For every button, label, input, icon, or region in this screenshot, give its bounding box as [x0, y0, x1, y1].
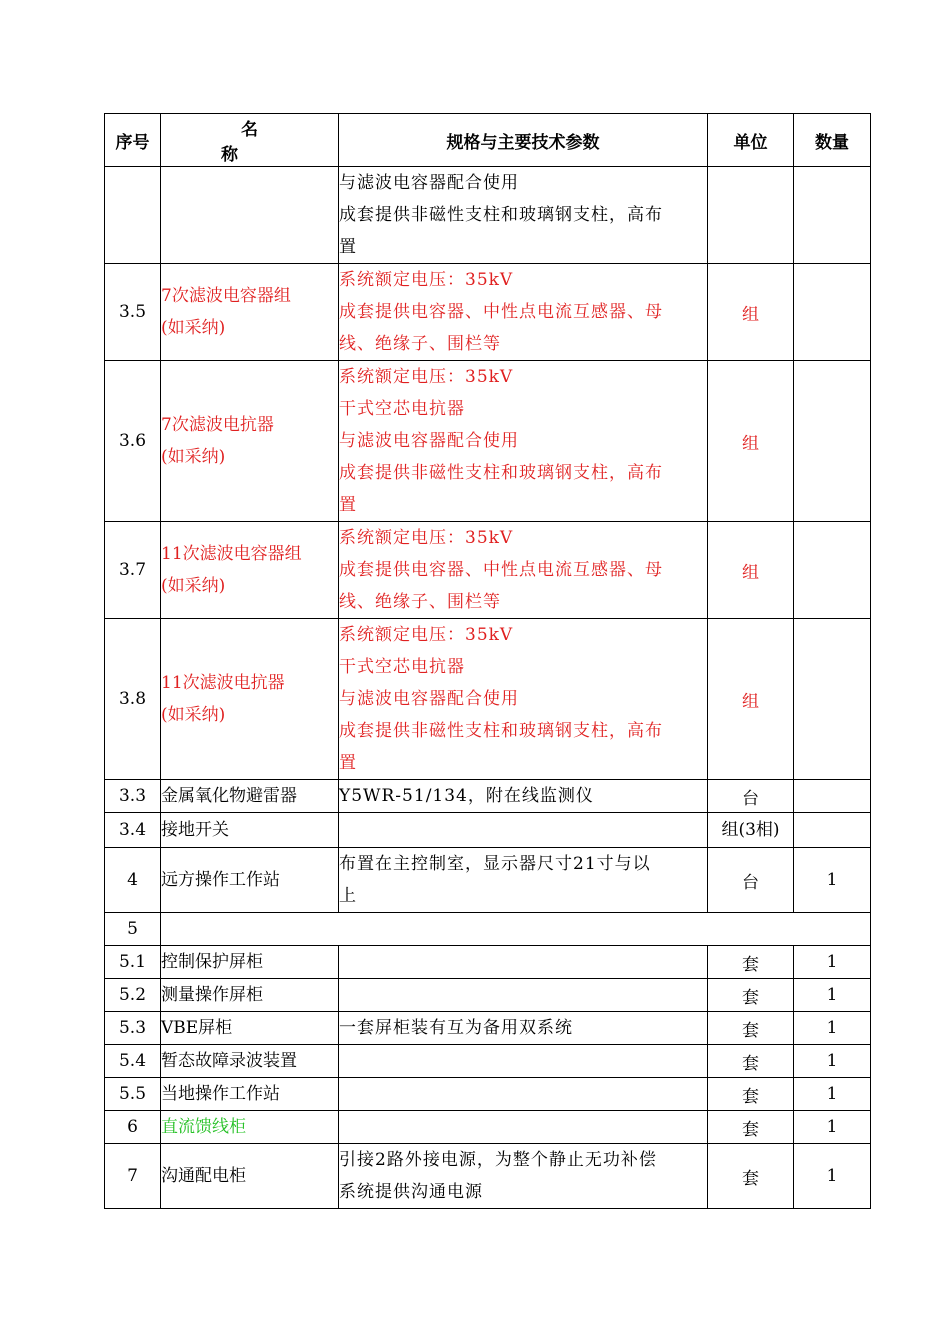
cell-unit: 组(3相): [708, 813, 794, 848]
spec-line: 系统额定电压：35kV: [339, 270, 514, 290]
cell-unit: 组: [708, 264, 794, 361]
cell-qty: [794, 522, 871, 619]
cell-no: 5: [105, 913, 161, 946]
cell-name: [161, 361, 339, 522]
spec-line: 干式空芯电抗器: [339, 657, 465, 677]
spec-line: 与滤波电容器配合使用: [339, 431, 519, 451]
cell-qty: 1: [794, 1111, 871, 1144]
cell-name: [161, 264, 339, 361]
cell-unit: 套: [708, 1144, 794, 1209]
header-spec: 规格与主要技术参数: [339, 114, 708, 167]
cell-name: [161, 619, 339, 780]
cell-no: 7: [105, 1144, 161, 1209]
cell-spec: 一套屏柜装有互为备用双系统: [339, 1012, 708, 1045]
header-unit: 单位: [708, 114, 794, 167]
table-row: [105, 522, 871, 619]
header-no: 序号: [105, 114, 161, 167]
spec-line: 系统额定电压：35kV: [339, 528, 514, 548]
spec-line: 置: [339, 495, 357, 515]
spec-line: 置: [339, 237, 357, 257]
cell-unit: 组: [708, 361, 794, 522]
table-row: [105, 780, 871, 813]
cell-no: 3.3: [105, 780, 161, 813]
cell-qty: [794, 167, 871, 264]
table-row: [105, 813, 871, 848]
cell-no: 3.4: [105, 813, 161, 848]
cell-name: 当地操作工作站: [161, 1078, 339, 1111]
cell-no: 3.8: [105, 619, 161, 780]
cell-name: 测量操作屏柜: [161, 979, 339, 1012]
table-row: [105, 1144, 871, 1209]
cell-qty: 1: [794, 1045, 871, 1078]
cell-name: [161, 167, 339, 264]
spec-line: 与滤波电容器配合使用: [339, 689, 519, 709]
cell-qty: 1: [794, 1144, 871, 1209]
spec-line: 与滤波电容器配合使用: [339, 173, 519, 193]
name-line: (如采纳): [161, 576, 226, 596]
cell-no: 5.5: [105, 1078, 161, 1111]
spec-line: 成套提供非磁性支柱和玻璃钢支柱，高布: [339, 721, 663, 741]
name-line: 7次滤波电容器组: [161, 286, 291, 306]
cell-no: 3.7: [105, 522, 161, 619]
cell-no: 5.4: [105, 1045, 161, 1078]
cell-name: 暂态故障录波装置: [161, 1045, 339, 1078]
spec-line: 系统额定电压：35kV: [339, 367, 514, 387]
name-line: 11次滤波电容器组: [161, 544, 302, 564]
cell-no: 3.6: [105, 361, 161, 522]
cell-name: VBE屏柜: [161, 1012, 339, 1045]
table-row: [105, 167, 871, 264]
header-name: 名 称: [161, 114, 339, 167]
cell-qty: [794, 361, 871, 522]
cell-name: [161, 522, 339, 619]
cell-no: [105, 167, 161, 264]
table-header-row: [105, 114, 871, 167]
table-row: [105, 848, 871, 913]
name-line: 11次滤波电抗器: [161, 673, 285, 693]
cell-qty: 1: [794, 848, 871, 913]
cell-spec: [339, 264, 708, 361]
cell-spec: [339, 619, 708, 780]
cell-spec: [339, 946, 708, 979]
spec-line: 布置在主控制室，显示器尺寸21寸与以: [339, 854, 651, 874]
table-row: [105, 264, 871, 361]
header-qty: 数量: [794, 114, 871, 167]
cell-spec: [339, 1045, 708, 1078]
cell-name: 远方操作工作站: [161, 848, 339, 913]
cell-unit: [708, 167, 794, 264]
table-row: [105, 1045, 871, 1078]
cell-unit: 套: [708, 979, 794, 1012]
cell-name: 沟通配电柜: [161, 1144, 339, 1209]
spec-line: 成套提供非磁性支柱和玻璃钢支柱，高布: [339, 205, 663, 225]
table-row: [105, 913, 871, 946]
table-row: [105, 979, 871, 1012]
spec-line: 系统额定电压：35kV: [339, 625, 514, 645]
cell-no: 5.2: [105, 979, 161, 1012]
cell-qty: [794, 264, 871, 361]
cell-spec: [339, 813, 708, 848]
cell-qty: [794, 813, 871, 848]
table-row: [105, 361, 871, 522]
cell-spec: [339, 522, 708, 619]
name-line: (如采纳): [161, 447, 226, 467]
spec-line: 上: [339, 886, 357, 906]
cell-unit: 套: [708, 1078, 794, 1111]
cell-qty: 1: [794, 946, 871, 979]
cell-spec: [339, 979, 708, 1012]
cell-name: 直流馈线柜: [161, 1111, 339, 1144]
cell-unit: 台: [708, 848, 794, 913]
cell-qty: 1: [794, 979, 871, 1012]
table-row: [105, 1111, 871, 1144]
cell-section-span: [161, 913, 871, 946]
cell-no: 3.5: [105, 264, 161, 361]
name-line: 7次滤波电抗器: [161, 415, 274, 435]
cell-qty: [794, 619, 871, 780]
cell-unit: 组: [708, 522, 794, 619]
cell-unit: 套: [708, 1045, 794, 1078]
spec-line: 引接2路外接电源，为整个静止无功补偿: [339, 1150, 657, 1170]
spec-line: 线、绝缘子、围栏等: [339, 592, 501, 612]
name-line: (如采纳): [161, 318, 226, 338]
spec-line: 线、绝缘子、围栏等: [339, 334, 501, 354]
cell-name: 金属氧化物避雷器: [161, 780, 339, 813]
cell-unit: 套: [708, 1111, 794, 1144]
cell-qty: 1: [794, 1078, 871, 1111]
cell-spec: [339, 1111, 708, 1144]
cell-no: 5.3: [105, 1012, 161, 1045]
spec-line: 置: [339, 753, 357, 773]
spec-line: 成套提供电容器、中性点电流互感器、母: [339, 302, 663, 322]
equipment-spec-table: [104, 113, 871, 1209]
spec-line: 成套提供非磁性支柱和玻璃钢支柱，高布: [339, 463, 663, 483]
cell-name: 控制保护屏柜: [161, 946, 339, 979]
cell-unit: 套: [708, 946, 794, 979]
cell-no: 4: [105, 848, 161, 913]
cell-no: 6: [105, 1111, 161, 1144]
cell-no: 5.1: [105, 946, 161, 979]
table-row: [105, 1078, 871, 1111]
spec-line: 成套提供电容器、中性点电流互感器、母: [339, 560, 663, 580]
cell-spec: [339, 1078, 708, 1111]
cell-qty: 1: [794, 1012, 871, 1045]
cell-spec: [339, 361, 708, 522]
table-row: [105, 946, 871, 979]
cell-qty: [794, 780, 871, 813]
cell-spec: [339, 167, 708, 264]
cell-spec: [339, 848, 708, 913]
cell-spec: [339, 1144, 708, 1209]
spec-line: 系统提供沟通电源: [339, 1182, 483, 1202]
cell-unit: 组: [708, 619, 794, 780]
name-line: (如采纳): [161, 705, 226, 725]
cell-unit: 台: [708, 780, 794, 813]
table-row: [105, 619, 871, 780]
cell-spec: Y5WR-51/134，附在线监测仪: [339, 780, 708, 813]
table-row: [105, 1012, 871, 1045]
spec-line: 干式空芯电抗器: [339, 399, 465, 419]
cell-name: 接地开关: [161, 813, 339, 848]
cell-unit: 套: [708, 1012, 794, 1045]
